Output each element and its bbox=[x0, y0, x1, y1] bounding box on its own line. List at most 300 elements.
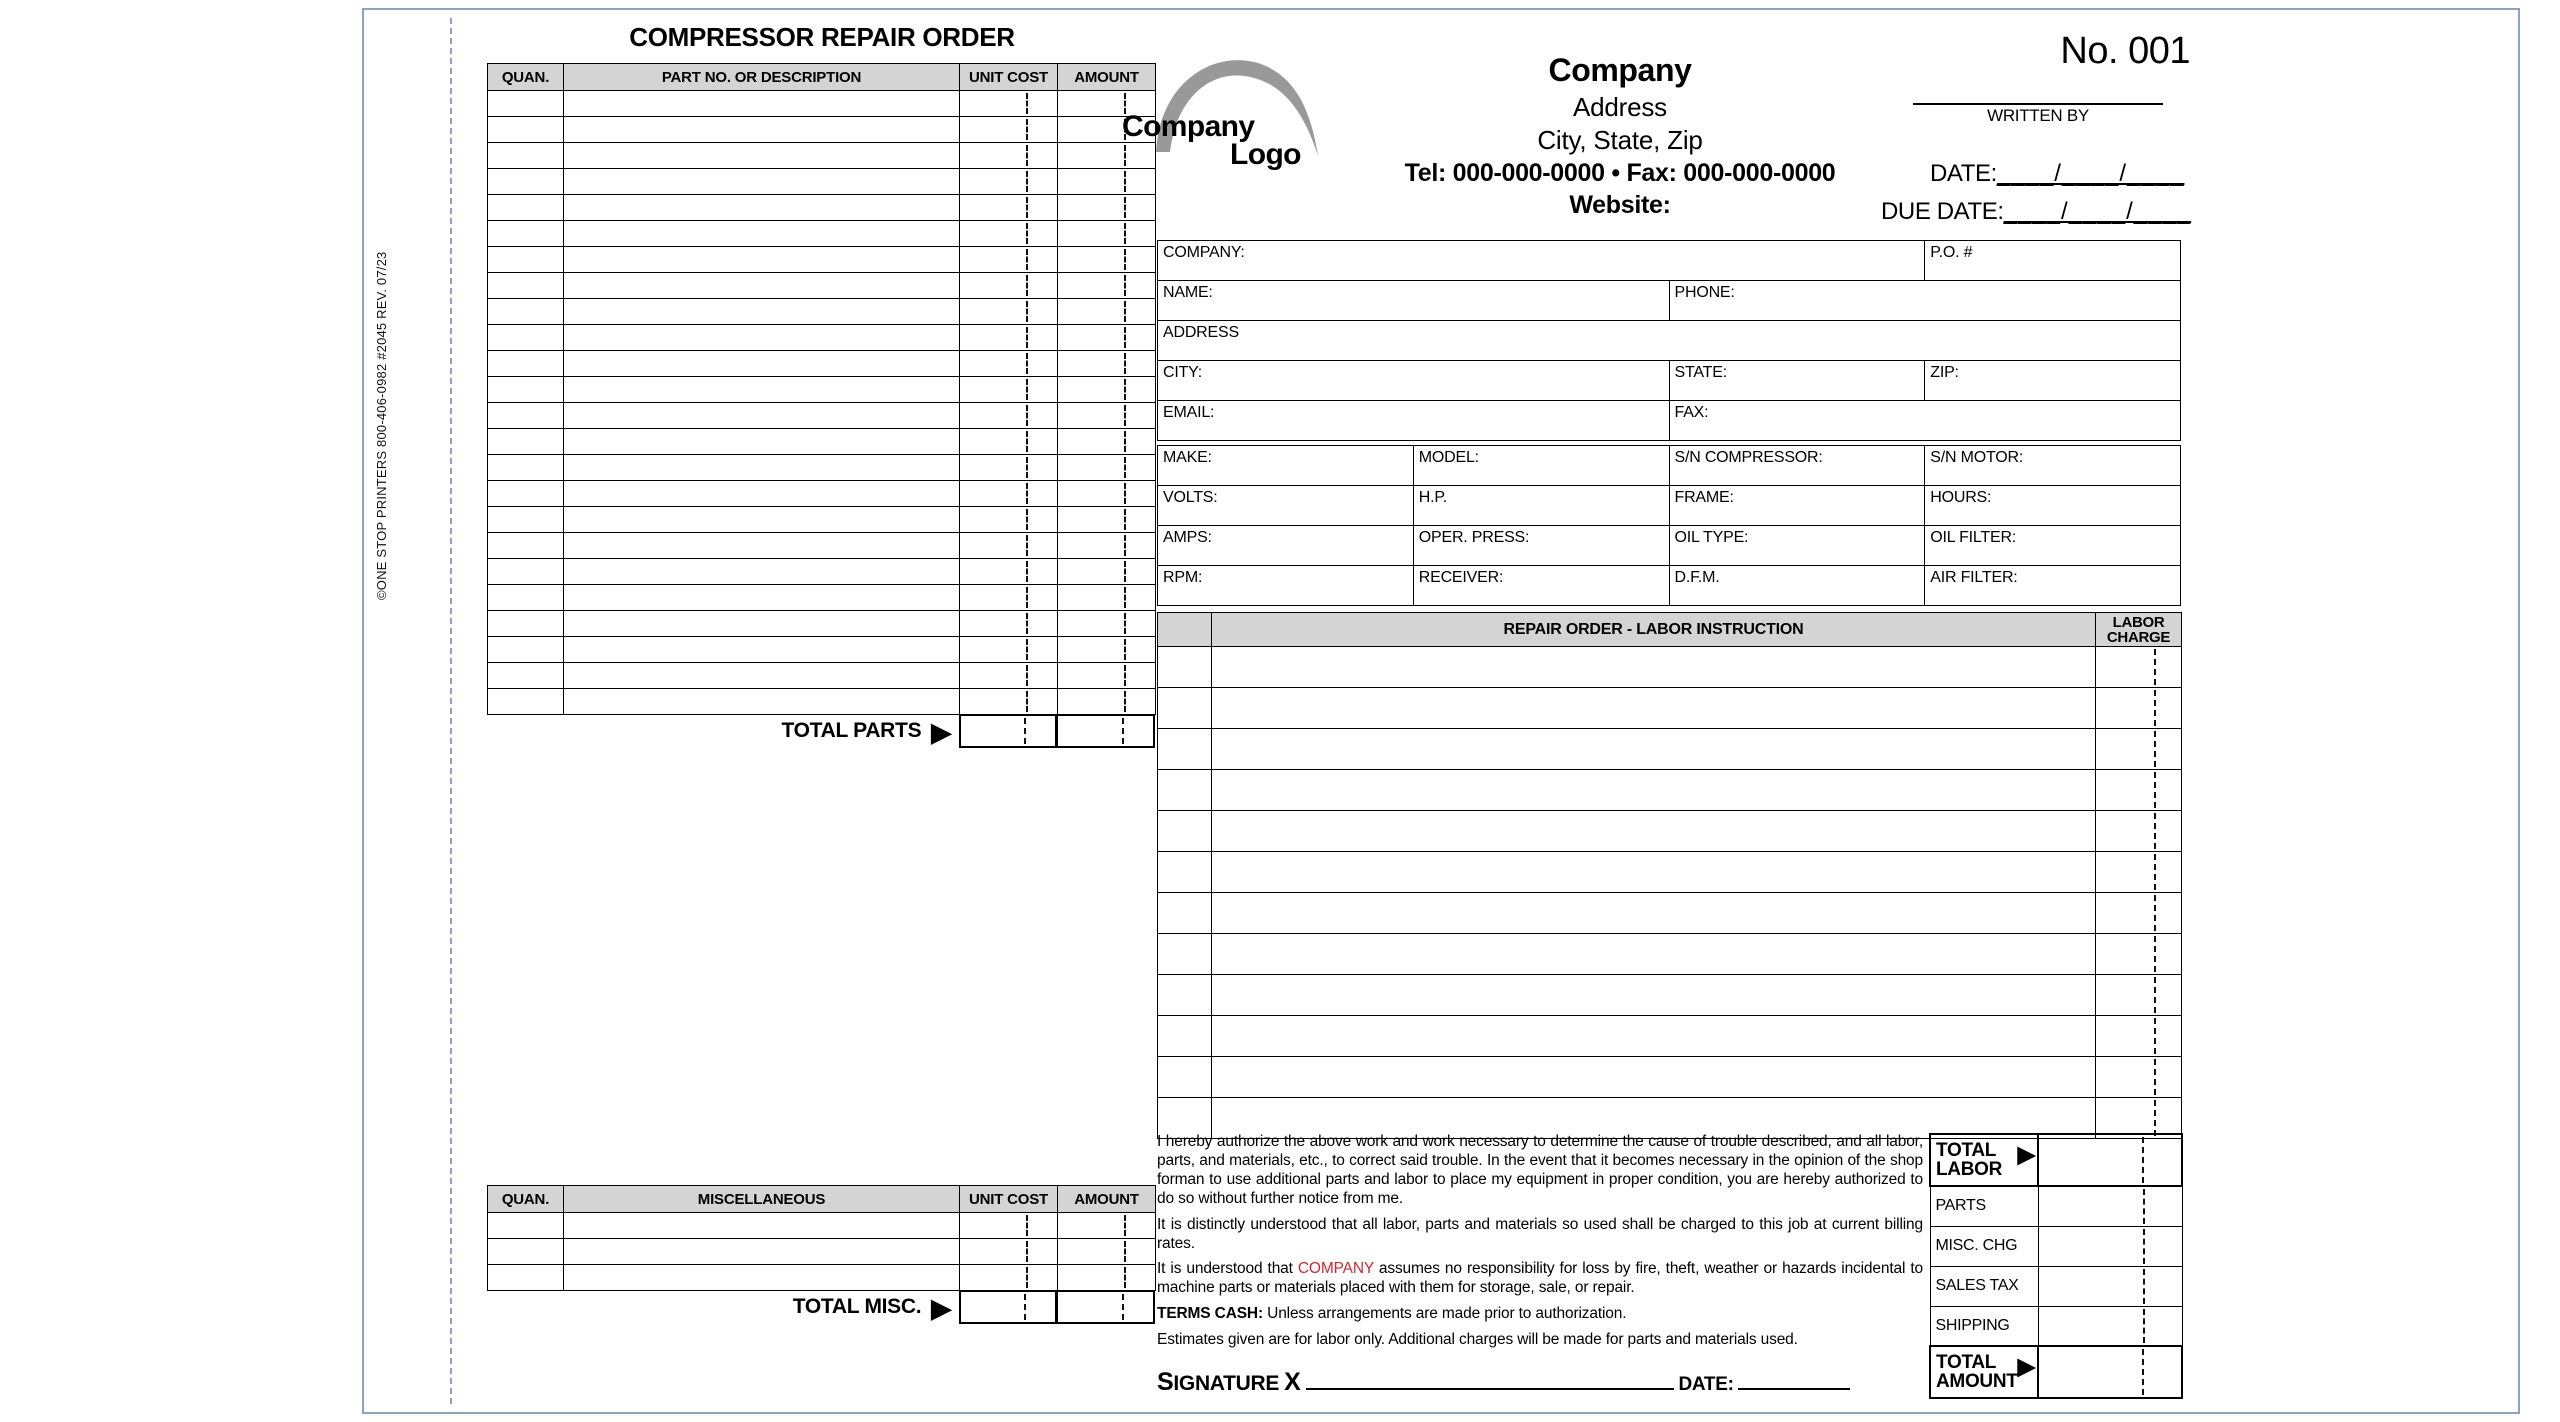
legal-terms-block bbox=[1157, 1133, 1923, 1357]
table-row[interactable] bbox=[488, 299, 1156, 325]
misc-cell-desc[interactable] bbox=[564, 1265, 960, 1291]
date-blank: ____/____/____ bbox=[1996, 160, 2185, 187]
misc-cell-amt[interactable] bbox=[1058, 1265, 1156, 1291]
parts-cell-amt[interactable] bbox=[1058, 273, 1156, 299]
field-oper-press[interactable]: OPER. PRESS: bbox=[1413, 526, 1669, 566]
parts-header-quan: QUAN. bbox=[488, 64, 564, 91]
parts-header-amount: AMOUNT bbox=[1058, 64, 1156, 91]
misc-table-header-row bbox=[488, 1186, 1156, 1213]
parts-cell-amt[interactable] bbox=[1058, 247, 1156, 273]
labor-row-charge-cell[interactable] bbox=[2096, 647, 2182, 688]
labor-instruction-table bbox=[1157, 612, 2182, 1139]
parts-cell-desc[interactable] bbox=[564, 169, 960, 195]
table-row[interactable] bbox=[488, 1265, 1156, 1291]
totals-value-total-amount[interactable] bbox=[2038, 1346, 2182, 1398]
misc-cell-amt[interactable] bbox=[1058, 1213, 1156, 1239]
field-d-f-m[interactable]: D.F.M. bbox=[1669, 566, 1925, 606]
table-row[interactable] bbox=[488, 247, 1156, 273]
field-hours[interactable]: HOURS: bbox=[1925, 486, 2181, 526]
date-field[interactable] bbox=[1930, 160, 2184, 188]
parts-cell-amt[interactable] bbox=[1058, 377, 1156, 403]
misc-cell-unit[interactable] bbox=[960, 1213, 1058, 1239]
table-row[interactable] bbox=[488, 481, 1156, 507]
table-row[interactable] bbox=[488, 559, 1156, 585]
field-amps[interactable]: AMPS: bbox=[1158, 526, 1414, 566]
parts-cell-unit[interactable] bbox=[960, 533, 1058, 559]
parts-cell-quan[interactable] bbox=[488, 455, 564, 481]
parts-cell-unit[interactable] bbox=[960, 611, 1058, 637]
table-row[interactable] bbox=[488, 91, 1156, 117]
legal-terms-cash bbox=[1157, 1305, 1923, 1324]
table-row[interactable] bbox=[488, 143, 1156, 169]
triangle-right-icon: ▶ bbox=[931, 1293, 951, 1323]
parts-cell-quan[interactable] bbox=[488, 507, 564, 533]
field-volts[interactable]: VOLTS: bbox=[1158, 486, 1414, 526]
parts-cell-quan[interactable] bbox=[488, 559, 564, 585]
parts-cell-unit[interactable] bbox=[960, 221, 1058, 247]
totals-label-shipping: SHIPPING bbox=[1930, 1306, 2038, 1346]
parts-cell-quan[interactable] bbox=[488, 585, 564, 611]
parts-cell-unit[interactable] bbox=[960, 351, 1058, 377]
parts-cell-unit[interactable] bbox=[960, 195, 1058, 221]
parts-cell-amt[interactable] bbox=[1058, 481, 1156, 507]
labor-row-instruction-cell[interactable] bbox=[1212, 729, 2096, 770]
parts-cell-amt[interactable] bbox=[1058, 429, 1156, 455]
signature-input-rule[interactable] bbox=[1306, 1374, 1674, 1390]
field-state[interactable]: STATE: bbox=[1669, 361, 1925, 401]
parts-cell-quan[interactable] bbox=[488, 299, 564, 325]
parts-cell-amt[interactable] bbox=[1058, 195, 1156, 221]
parts-cell-amt[interactable] bbox=[1058, 637, 1156, 663]
labor-row-instruction-cell[interactable] bbox=[1212, 647, 2096, 688]
labor-row[interactable] bbox=[1158, 934, 2182, 975]
parts-cell-desc[interactable] bbox=[564, 143, 960, 169]
parts-cell-desc[interactable] bbox=[564, 611, 960, 637]
parts-cell-unit[interactable] bbox=[960, 585, 1058, 611]
totals-value-parts[interactable] bbox=[2038, 1186, 2182, 1226]
parts-table bbox=[487, 63, 1156, 715]
labor-row[interactable] bbox=[1158, 893, 2182, 934]
labor-row-instruction-cell[interactable] bbox=[1212, 934, 2096, 975]
parts-cell-unit[interactable] bbox=[960, 429, 1058, 455]
labor-row-charge-cell[interactable] bbox=[2096, 729, 2182, 770]
labor-row[interactable] bbox=[1158, 647, 2182, 688]
parts-cell-quan[interactable] bbox=[488, 637, 564, 663]
signature-row bbox=[1157, 1368, 1927, 1397]
parts-cell-amt[interactable] bbox=[1058, 689, 1156, 715]
parts-cell-desc[interactable] bbox=[564, 325, 960, 351]
labor-row[interactable] bbox=[1158, 1016, 2182, 1057]
labor-row[interactable] bbox=[1158, 1057, 2182, 1098]
parts-cell-quan[interactable] bbox=[488, 481, 564, 507]
table-row[interactable] bbox=[488, 611, 1156, 637]
triangle-right-icon: ▶ bbox=[2017, 1141, 2035, 1167]
total-misc-label: TOTAL MISC. bbox=[792, 1295, 922, 1318]
labor-row-charge-cell[interactable] bbox=[2096, 852, 2182, 893]
customer-info-row bbox=[1158, 281, 2181, 321]
total-parts-label: TOTAL PARTS bbox=[781, 719, 922, 742]
totals-row bbox=[1930, 1346, 2182, 1398]
parts-cell-amt[interactable] bbox=[1058, 559, 1156, 585]
labor-row-index-cell[interactable] bbox=[1158, 688, 1212, 729]
field-zip[interactable]: ZIP: bbox=[1925, 361, 2181, 401]
table-row[interactable] bbox=[488, 455, 1156, 481]
parts-cell-quan[interactable] bbox=[488, 91, 564, 117]
labor-row-index-cell[interactable] bbox=[1158, 934, 1212, 975]
labor-row-index-cell[interactable] bbox=[1158, 975, 1212, 1016]
order-number: No. 001 bbox=[2060, 30, 2190, 72]
table-row[interactable] bbox=[488, 195, 1156, 221]
labor-row-instruction-cell[interactable] bbox=[1212, 893, 2096, 934]
labor-row-instruction-cell[interactable] bbox=[1212, 1016, 2096, 1057]
company-website: Website: bbox=[1569, 191, 1671, 219]
table-row[interactable] bbox=[488, 663, 1156, 689]
table-row[interactable] bbox=[488, 507, 1156, 533]
table-row[interactable] bbox=[488, 429, 1156, 455]
labor-row-index-cell[interactable] bbox=[1158, 1016, 1212, 1057]
parts-cell-amt[interactable] bbox=[1058, 507, 1156, 533]
labor-row-index-cell[interactable] bbox=[1158, 893, 1212, 934]
parts-cell-unit[interactable] bbox=[960, 507, 1058, 533]
customer-info-row bbox=[1158, 361, 2181, 401]
legal-p3-before: It is understood that bbox=[1157, 1260, 1298, 1278]
parts-cell-desc[interactable] bbox=[564, 689, 960, 715]
parts-cell-quan[interactable] bbox=[488, 143, 564, 169]
parts-cell-unit[interactable] bbox=[960, 481, 1058, 507]
parts-cell-desc[interactable] bbox=[564, 637, 960, 663]
written-by-label: WRITTEN BY bbox=[1987, 106, 2089, 125]
parts-cell-desc[interactable] bbox=[564, 429, 960, 455]
parts-cell-quan[interactable] bbox=[488, 377, 564, 403]
labor-row[interactable] bbox=[1158, 811, 2182, 852]
parts-cell-desc[interactable] bbox=[564, 273, 960, 299]
parts-cell-quan[interactable] bbox=[488, 169, 564, 195]
table-row[interactable] bbox=[488, 221, 1156, 247]
parts-cell-unit[interactable] bbox=[960, 247, 1058, 273]
labor-row-instruction-cell[interactable] bbox=[1212, 811, 2096, 852]
total-parts-unit-cost-box[interactable] bbox=[959, 714, 1057, 748]
due-date-field[interactable] bbox=[1881, 198, 2191, 226]
field-s-n-compressor[interactable]: S/N COMPRESSOR: bbox=[1669, 446, 1925, 486]
total-parts-row bbox=[487, 714, 1155, 748]
terms-cash-label: TERMS CASH: bbox=[1157, 1305, 1263, 1323]
printer-credit: ©ONE STOP PRINTERS 800-406-0982 #2045 REV. 07/23 bbox=[374, 251, 389, 600]
labor-row-index-cell[interactable] bbox=[1158, 811, 1212, 852]
parts-cell-quan[interactable] bbox=[488, 117, 564, 143]
company-info-block bbox=[1400, 52, 1840, 220]
totals-value-shipping[interactable] bbox=[2038, 1306, 2182, 1346]
parts-cell-amt[interactable] bbox=[1058, 351, 1156, 377]
due-date-label: DUE DATE: bbox=[1881, 198, 2004, 225]
parts-cell-desc[interactable] bbox=[564, 507, 960, 533]
parts-cell-quan[interactable] bbox=[488, 533, 564, 559]
misc-cell-desc[interactable] bbox=[564, 1213, 960, 1239]
parts-cell-desc[interactable] bbox=[564, 403, 960, 429]
misc-cell-quan[interactable] bbox=[488, 1265, 564, 1291]
parts-cell-quan[interactable] bbox=[488, 663, 564, 689]
totals-value-sales-tax[interactable] bbox=[2038, 1266, 2182, 1306]
field-s-n-motor[interactable]: S/N MOTOR: bbox=[1925, 446, 2181, 486]
legal-p3-after: assumes no responsibility for loss by fire, theft, weather or hazards incidental to machine parts or materials placed with them for storage, sale, or repair. bbox=[1157, 1260, 1923, 1297]
parts-cell-quan[interactable] bbox=[488, 221, 564, 247]
field-oil-type[interactable]: OIL TYPE: bbox=[1669, 526, 1925, 566]
misc-header-quan: QUAN. bbox=[488, 1186, 564, 1213]
parts-cell-unit[interactable] bbox=[960, 455, 1058, 481]
labor-row-index-cell[interactable] bbox=[1158, 729, 1212, 770]
field-make[interactable]: MAKE: bbox=[1158, 446, 1414, 486]
labor-row-charge-cell[interactable] bbox=[2096, 934, 2182, 975]
totals-box bbox=[1929, 1133, 2183, 1399]
labor-row[interactable] bbox=[1158, 770, 2182, 811]
field-p-o[interactable]: P.O. # bbox=[1925, 241, 2181, 281]
parts-cell-desc[interactable] bbox=[564, 663, 960, 689]
signature-label-rest: IGNATURE bbox=[1173, 1372, 1280, 1395]
parts-cell-unit[interactable] bbox=[960, 689, 1058, 715]
labor-row-index-cell[interactable] bbox=[1158, 647, 1212, 688]
labor-row-index-cell[interactable] bbox=[1158, 1057, 1212, 1098]
labor-row[interactable] bbox=[1158, 852, 2182, 893]
parts-cell-amt[interactable] bbox=[1058, 455, 1156, 481]
labor-row[interactable] bbox=[1158, 729, 2182, 770]
labor-charge-line2: CHARGE bbox=[2106, 628, 2171, 646]
parts-cell-amt[interactable] bbox=[1058, 221, 1156, 247]
signature-label-x: X bbox=[1284, 1368, 1301, 1396]
field-email[interactable]: EMAIL: bbox=[1158, 401, 1670, 441]
misc-cell-unit[interactable] bbox=[960, 1239, 1058, 1265]
legal-p3-company: COMPANY bbox=[1297, 1260, 1374, 1278]
totals-row bbox=[1930, 1306, 2182, 1346]
legal-paragraph-1: I hereby authorize the above work and work necessary to determine the cause of trouble described, and all labor, parts, and materials, etc., to correct said trouble. In the event that it becomes necessary in the opinion of the shop forman to use additional parts and labor to place my equipment in proper condition, you are hereby authorized to do so without further notice from me. bbox=[1157, 1133, 1923, 1207]
triangle-right-icon: ▶ bbox=[2017, 1353, 2035, 1379]
parts-cell-desc[interactable] bbox=[564, 559, 960, 585]
table-row[interactable] bbox=[488, 273, 1156, 299]
equipment-info-row bbox=[1158, 526, 2181, 566]
field-rpm[interactable]: RPM: bbox=[1158, 566, 1414, 606]
labor-row-charge-cell[interactable] bbox=[2096, 770, 2182, 811]
parts-cell-amt[interactable] bbox=[1058, 663, 1156, 689]
parts-cell-quan[interactable] bbox=[488, 689, 564, 715]
totals-row bbox=[1930, 1266, 2182, 1306]
parts-cell-amt[interactable] bbox=[1058, 611, 1156, 637]
field-company[interactable]: COMPANY: bbox=[1158, 241, 1925, 281]
total-misc-label-cell bbox=[487, 1290, 959, 1324]
parts-cell-amt[interactable] bbox=[1058, 403, 1156, 429]
total-misc-unit-cost-box[interactable] bbox=[959, 1290, 1057, 1324]
labor-row-charge-cell[interactable] bbox=[2096, 811, 2182, 852]
parts-cell-quan[interactable] bbox=[488, 195, 564, 221]
equipment-info-row bbox=[1158, 486, 2181, 526]
misc-cell-desc[interactable] bbox=[564, 1239, 960, 1265]
parts-cell-unit[interactable] bbox=[960, 143, 1058, 169]
table-row[interactable] bbox=[488, 117, 1156, 143]
misc-header-amount: AMOUNT bbox=[1058, 1186, 1156, 1213]
table-row[interactable] bbox=[488, 689, 1156, 715]
logo-text-company: Company bbox=[1122, 110, 1255, 143]
field-oil-filter[interactable]: OIL FILTER: bbox=[1925, 526, 2181, 566]
totals-value-total-labor[interactable] bbox=[2038, 1134, 2182, 1186]
company-name: Company bbox=[1548, 52, 1692, 88]
table-row[interactable] bbox=[488, 1239, 1156, 1265]
legal-paragraph-5: Estimates given are for labor only. Additional charges will be made for parts and materials used. bbox=[1157, 1331, 1798, 1349]
parts-cell-quan[interactable] bbox=[488, 429, 564, 455]
table-row[interactable] bbox=[488, 351, 1156, 377]
field-city[interactable]: CITY: bbox=[1158, 361, 1670, 401]
customer-info-row bbox=[1158, 401, 2181, 441]
perforation-line bbox=[450, 18, 452, 1404]
table-row[interactable] bbox=[488, 585, 1156, 611]
labor-row-charge-cell[interactable] bbox=[2096, 1016, 2182, 1057]
parts-cell-unit[interactable] bbox=[960, 325, 1058, 351]
labor-row-instruction-cell[interactable] bbox=[1212, 852, 2096, 893]
parts-cell-amt[interactable] bbox=[1058, 169, 1156, 195]
signature-date-rule[interactable] bbox=[1738, 1374, 1850, 1390]
totals-label-parts: PARTS bbox=[1930, 1186, 2038, 1226]
labor-header-charge bbox=[2096, 613, 2182, 647]
field-address[interactable]: ADDRESS bbox=[1158, 321, 2181, 361]
parts-cell-desc[interactable] bbox=[564, 455, 960, 481]
totals-row bbox=[1930, 1186, 2182, 1226]
parts-cell-unit[interactable] bbox=[960, 91, 1058, 117]
labor-row-charge-cell[interactable] bbox=[2096, 1057, 2182, 1098]
company-tel-fax: Tel: 000-000-0000 • Fax: 000-000-0000 bbox=[1404, 159, 1836, 187]
parts-cell-desc[interactable] bbox=[564, 247, 960, 273]
total-misc-row bbox=[487, 1290, 1155, 1324]
parts-cell-desc[interactable] bbox=[564, 533, 960, 559]
misc-cell-unit[interactable] bbox=[960, 1265, 1058, 1291]
parts-cell-amt[interactable] bbox=[1058, 325, 1156, 351]
misc-header-unit-cost: UNIT COST bbox=[960, 1186, 1058, 1213]
field-frame[interactable]: FRAME: bbox=[1669, 486, 1925, 526]
table-row[interactable] bbox=[488, 533, 1156, 559]
labor-row-instruction-cell[interactable] bbox=[1212, 975, 2096, 1016]
parts-cell-unit[interactable] bbox=[960, 299, 1058, 325]
labor-row-index-cell[interactable] bbox=[1158, 770, 1212, 811]
parts-cell-unit[interactable] bbox=[960, 403, 1058, 429]
field-name[interactable]: NAME: bbox=[1158, 281, 1670, 321]
field-air-filter[interactable]: AIR FILTER: bbox=[1925, 566, 2181, 606]
parts-cell-unit[interactable] bbox=[960, 273, 1058, 299]
logo-text-logo: Logo bbox=[1230, 138, 1301, 171]
table-row[interactable] bbox=[488, 169, 1156, 195]
written-by-rule bbox=[1913, 103, 2163, 105]
total-misc-amount-box[interactable] bbox=[1057, 1290, 1155, 1324]
triangle-right-icon: ▶ bbox=[931, 717, 951, 747]
parts-cell-unit[interactable] bbox=[960, 169, 1058, 195]
labor-row-charge-cell[interactable] bbox=[2096, 688, 2182, 729]
parts-cell-amt[interactable] bbox=[1058, 585, 1156, 611]
totals-row bbox=[1930, 1134, 2182, 1186]
misc-table bbox=[487, 1185, 1156, 1291]
totals-label-misc-chg: MISC. CHG bbox=[1930, 1226, 2038, 1266]
labor-charge-line1: LABOR bbox=[2112, 613, 2165, 631]
labor-row-charge-cell[interactable] bbox=[2096, 975, 2182, 1016]
signature-date-label: DATE: bbox=[1678, 1374, 1734, 1395]
parts-cell-desc[interactable] bbox=[564, 195, 960, 221]
parts-cell-unit[interactable] bbox=[960, 637, 1058, 663]
parts-cell-unit[interactable] bbox=[960, 663, 1058, 689]
totals-label-total-labor: ▶ TOTAL LABOR bbox=[1930, 1134, 2038, 1186]
field-fax[interactable]: FAX: bbox=[1669, 401, 2181, 441]
parts-cell-desc[interactable] bbox=[564, 351, 960, 377]
table-row[interactable] bbox=[488, 637, 1156, 663]
labor-header-row bbox=[1158, 613, 2182, 647]
field-model[interactable]: MODEL: bbox=[1413, 446, 1669, 486]
parts-cell-desc[interactable] bbox=[564, 585, 960, 611]
table-row[interactable] bbox=[488, 403, 1156, 429]
totals-label-total-amount: ▶ TOTAL AMOUNT bbox=[1930, 1346, 2038, 1398]
parts-table-header-row bbox=[488, 64, 1156, 91]
labor-row-charge-cell[interactable] bbox=[2096, 893, 2182, 934]
parts-cell-amt[interactable] bbox=[1058, 299, 1156, 325]
page-title: COMPRESSOR REPAIR ORDER bbox=[629, 22, 1015, 52]
parts-cell-quan[interactable] bbox=[488, 273, 564, 299]
labor-header-blank bbox=[1158, 613, 1212, 647]
totals-row bbox=[1930, 1226, 2182, 1266]
company-logo bbox=[1122, 52, 1372, 171]
company-address: Address bbox=[1573, 92, 1667, 122]
due-date-blank: ____/____/____ bbox=[2003, 198, 2192, 225]
equipment-info-row bbox=[1158, 566, 2181, 606]
misc-cell-quan[interactable] bbox=[488, 1239, 564, 1265]
parts-cell-quan[interactable] bbox=[488, 403, 564, 429]
table-row[interactable] bbox=[488, 377, 1156, 403]
written-by-field[interactable] bbox=[1913, 103, 2163, 126]
parts-cell-desc[interactable] bbox=[564, 117, 960, 143]
parts-cell-unit[interactable] bbox=[960, 559, 1058, 585]
parts-cell-desc[interactable] bbox=[564, 221, 960, 247]
parts-cell-quan[interactable] bbox=[488, 325, 564, 351]
labor-row-instruction-cell[interactable] bbox=[1212, 688, 2096, 729]
misc-cell-quan[interactable] bbox=[488, 1213, 564, 1239]
equipment-info-grid bbox=[1157, 445, 2181, 606]
parts-header-description: PART NO. OR DESCRIPTION bbox=[564, 64, 960, 91]
parts-cell-quan[interactable] bbox=[488, 247, 564, 273]
parts-cell-desc[interactable] bbox=[564, 91, 960, 117]
signature-label-s: S bbox=[1157, 1368, 1174, 1396]
legal-paragraph-3 bbox=[1157, 1260, 1923, 1298]
total-parts-amount-box[interactable] bbox=[1057, 714, 1155, 748]
parts-cell-desc[interactable] bbox=[564, 377, 960, 403]
labor-row-instruction-cell[interactable] bbox=[1212, 770, 2096, 811]
parts-cell-unit[interactable] bbox=[960, 377, 1058, 403]
field-phone[interactable]: PHONE: bbox=[1669, 281, 2181, 321]
legal-paragraph-2: It is distinctly understood that all labor, parts and materials so used shall be charged to this job at current billing rates. bbox=[1157, 1215, 1923, 1252]
parts-cell-desc[interactable] bbox=[564, 481, 960, 507]
table-row[interactable] bbox=[488, 1213, 1156, 1239]
misc-header-miscellaneous: MISCELLANEOUS bbox=[564, 1186, 960, 1213]
parts-cell-unit[interactable] bbox=[960, 117, 1058, 143]
table-row[interactable] bbox=[488, 325, 1156, 351]
misc-cell-amt[interactable] bbox=[1058, 1239, 1156, 1265]
field-receiver[interactable]: RECEIVER: bbox=[1413, 566, 1669, 606]
parts-cell-amt[interactable] bbox=[1058, 533, 1156, 559]
labor-row-instruction-cell[interactable] bbox=[1212, 1057, 2096, 1098]
labor-row[interactable] bbox=[1158, 688, 2182, 729]
labor-row-index-cell[interactable] bbox=[1158, 852, 1212, 893]
total-parts-label-cell bbox=[487, 714, 959, 748]
equipment-info-row bbox=[1158, 446, 2181, 486]
totals-value-misc-chg[interactable] bbox=[2038, 1226, 2182, 1266]
customer-info-row bbox=[1158, 321, 2181, 361]
totals-label-sales-tax: SALES TAX bbox=[1930, 1266, 2038, 1306]
labor-row[interactable] bbox=[1158, 975, 2182, 1016]
parts-cell-quan[interactable] bbox=[488, 351, 564, 377]
parts-cell-desc[interactable] bbox=[564, 299, 960, 325]
parts-cell-quan[interactable] bbox=[488, 611, 564, 637]
field-h-p[interactable]: H.P. bbox=[1413, 486, 1669, 526]
customer-info-row bbox=[1158, 241, 2181, 281]
date-label: DATE: bbox=[1930, 160, 1997, 187]
